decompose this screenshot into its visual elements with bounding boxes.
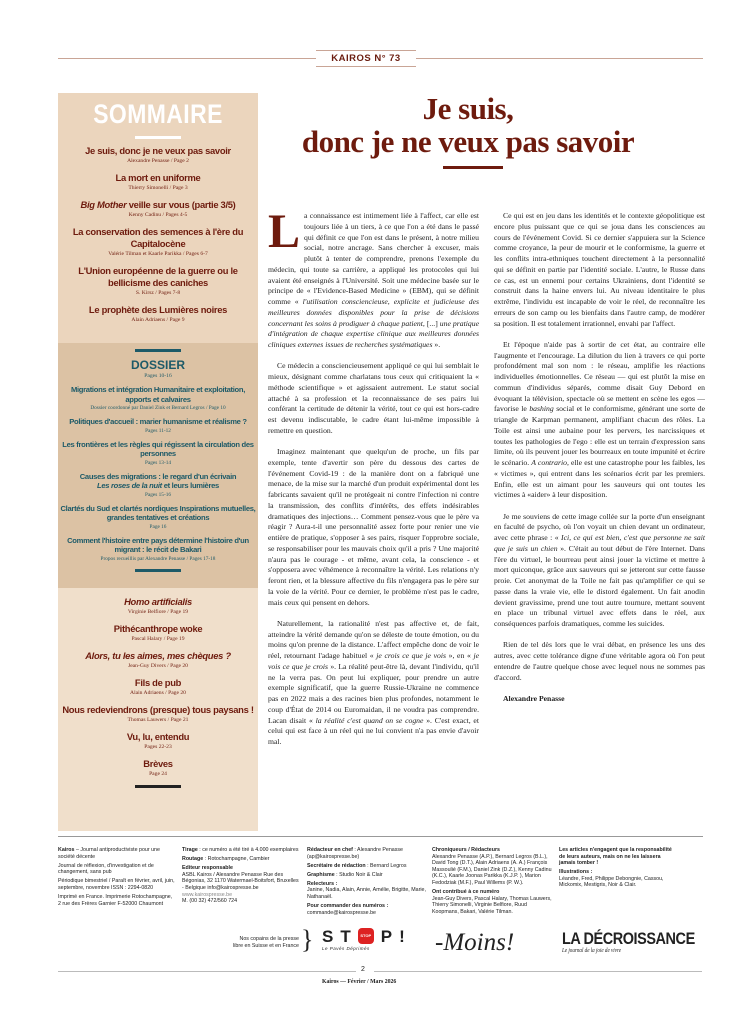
title-text: Nous redeviendrons (presque) tous paysans ! [62, 704, 254, 715]
text-run: Imaginez maintenant que quelqu'un de proche, un fils par exemple, tente d'avertir son père du dessous des cartes de l'événement Covid-19 : de la manière dont on a fabriqué une menace, de la mise sur la marché d'un produit expérimental dont les fabricants savaient qu'il ne protégeait ni contre l'infection ni contre la transmission, des conflits d'intérêts, des effets indésirables dramatiques des injections… Comment pensez-vous que le père va réagir ? Aura-t-il une personnalité assez forte pour renier une vie entière de pratique, s'opposer à ses pairs, risquer l'opprobre sociale, se responsabiliser pour les mauvais choix qu'il a pris ? Une majorité n'aura pas le courage - et même, avant cela, la conscience - et s'opposera avec véhémence à reconnaître la vérité. Les relations n'y feront rien, et la blessure affective du fils n'engagera pas le père sur la voie de la vérité. Pour ce dernier, le problème n'est pas le cadre, mais ceux qui pensent en dehors. [268, 447, 479, 607]
label: Tirage [182, 847, 198, 853]
drop-cap: L [268, 205, 301, 258]
value: Jean-Guy Divers, Pascal Halary, Thomas Lauwers, Thierry Simonelli, Virginie Belfiore, Ruud Koopmans, Bakari, Valérie Tilman. [432, 895, 552, 915]
paragraph [494, 211, 705, 329]
sommaire-entry[interactable] [58, 417, 258, 435]
issue-header [58, 50, 703, 66]
entry-byline: Alain Adriaens / Page 20 [130, 690, 186, 696]
entry-title [58, 265, 258, 289]
printer: Imprimé en France. Imprimerie Rotochampagne, 2 rue des Frères Garnier F-52000 Chaumont [58, 894, 173, 907]
sommaire-title: SOMMAIRE [93, 99, 223, 129]
entry-byline: Jean-Guy Divers / Page 20 [128, 663, 188, 669]
sommaire-entry[interactable] [58, 704, 258, 724]
divider [135, 569, 181, 572]
text-run: social et le conformisme, générant une sorte de triangle de Karpman permanent, amplifiant chacun des rôles. La Toile est ainsi une aubaine pour les pervers, les narcissiques et toutes les pathologies de l'ego : elle est un terrain d'expression sans limite, où ils peuvent jouer les bourreaux en toute impunité et écrire le scénario. [494, 404, 705, 467]
entry-byline: Pascal Halary / Page 19 [131, 636, 185, 642]
entry-byline: Pages 15-16 [144, 491, 172, 498]
paragraph [494, 512, 705, 630]
text-run: A contrario, [531, 458, 569, 467]
entry-title [58, 440, 258, 459]
sommaire-entry[interactable] [58, 536, 258, 563]
tagline: – Journal antiproductiviste pour une société décente [58, 847, 160, 860]
title-italic: Alors, tu les aimes, mes chèques ? [85, 650, 231, 661]
website-link[interactable]: www.kairospresse.be [182, 891, 233, 898]
sommaire-entry[interactable] [58, 304, 258, 324]
label: Rédacteur en chef [307, 847, 353, 853]
text-run: je crois ce que je vois [376, 651, 446, 660]
stop-sign-icon: STOP [358, 928, 374, 944]
paragraph [268, 447, 479, 608]
text-run: [...] [424, 318, 440, 328]
text-run: ». C'était au tout début de l'ère Internet. Dans l'ère du virtuel, le bourreau peut ainsi jouer la victime et mettre à mort quiconque, grâce aux sauveurs qui se jetteront sur cette fausse proie. Cet anonymat de la Toile ne fait pas qu'amplifier ce qui se passe dans la vraie vie, elle le distord également. Un fait anodin devient gravissime, prend une tout autre tournure, mettant souvent en place un tribunal virtuel avec effets dans le réel, aux conséquences parfois dramatiques, comme les suicides. [494, 543, 705, 628]
title-italic: Big Mother [80, 199, 127, 210]
entry-byline: Alexandre Penasse / Page 2 [127, 158, 189, 164]
entry-title [58, 677, 258, 689]
brace-icon: } [301, 925, 314, 954]
label: Ont contribué à ce numéro [432, 889, 500, 896]
entry-title [58, 596, 258, 608]
sommaire-entry[interactable] [58, 145, 258, 165]
order-email-link[interactable]: commande@kairospresse.be [307, 909, 376, 916]
paragraph [268, 619, 479, 748]
title-text: L'Union européenne de la guerre ou le bellicisme des caniches [78, 265, 238, 288]
title-text: Pithécanthrope woke [113, 623, 203, 634]
entry-byline: S. Kirsz / Pages 7-8 [135, 290, 181, 296]
stop-logo[interactable] [322, 928, 412, 952]
logo-text: ST [322, 927, 358, 946]
footer-col-editorial [307, 847, 427, 919]
entry-byline: Valérie Tilman et Kaarle Parikka / Pages 6-7 [108, 251, 208, 257]
title-text: Politiques d'accueil : marier humanisme et réalisme ? [69, 417, 247, 426]
title-underline [443, 166, 503, 169]
sommaire-panel [58, 93, 258, 831]
entry-byline: Alain Adriaens / Page 9 [131, 317, 185, 323]
article-column-1 [268, 205, 479, 758]
issue-label: KAIROS N° 73 [316, 50, 416, 67]
label: Editeur responsable [182, 865, 233, 872]
title-text: Brèves [143, 758, 173, 769]
value: : Rotochampagne, Cambier [203, 856, 270, 863]
sommaire-entry[interactable] [58, 504, 258, 531]
issue-date: Kairos — Février / Mars 2026 [322, 979, 397, 985]
paragraph [494, 640, 705, 683]
text-run: Naturellement, la rationalité n'est pas affective et, de fait, atteindre la vérité demande qu'on se déleste de toute émotion, ou du moins qu'on prenne de la distance. L'affect empêche donc de voir le réel, retournant l'adage habituel « [268, 618, 479, 660]
entry-byline: Pages 22-23 [144, 744, 172, 750]
title-italic: Les roses de la nuit [97, 481, 162, 490]
entry-title [58, 145, 258, 157]
entry-byline: Dossier coordonné par Daniel Zink et Bernard Legros / Page 10 [90, 405, 226, 411]
title-text: Migrations et intégration Humanitaire et exploitation, apports et calvaires [70, 385, 246, 404]
entry-byline: Thierry Simonelli / Page 3 [128, 185, 188, 191]
page-rule [374, 971, 702, 972]
text-run: elle est une catastrophe pour les faibles, les « victimes », qui entrent dans les scénarios écrit par les premiers. Enfin, elle est un aimant pour les sauveurs qui ont toutes les victimes à «aider» à leur disposition. [494, 458, 705, 500]
decroissance-logo[interactable] [562, 930, 695, 955]
entry-title [58, 731, 258, 743]
entry-title [58, 472, 258, 491]
page-number: 2 [361, 966, 365, 973]
phone: M. (00 32) 472/560 724 [182, 898, 238, 905]
text-run: une pratique d'intégration de chaque expertise clinique aux meilleures données cliniques externes issues de recherches systématiques [268, 318, 479, 349]
value: Léandre, Fred, Philippe Debongnie, Cassou, Mickomix, Mestigris, Noir & Clair. [559, 875, 664, 889]
label: Relecteurs : [307, 880, 338, 887]
value: Alexandre Penasse (A.P.), Bernard Legros (B.L.), David Tong (D.T.), Alain Adriaens (A. A.) François Massoulié (F.M.), Daniel Zink (D.Z.), Kenny Cadinu (K.C.), Kaarle Joonas Parikka (K.J.P. ), Marion Fedodziak (M.F.), Paul Willems (P. W.). [432, 853, 552, 886]
article-column-2 [494, 211, 705, 715]
sommaire-entry[interactable] [58, 199, 258, 219]
sommaire-entry[interactable] [58, 226, 258, 258]
title-text: Les frontières et les règles qui régissent la circulation des personnes [62, 439, 254, 458]
label: Routage [182, 856, 204, 863]
text-run: bashing [529, 404, 554, 414]
sommaire-entry[interactable] [58, 758, 258, 778]
entry-title [58, 417, 258, 427]
entry-byline: Page 24 [149, 771, 167, 777]
sommaire-entry[interactable] [58, 731, 258, 751]
entry-byline: Page 16 [149, 523, 167, 530]
sommaire-entry[interactable] [58, 440, 258, 467]
text-run: a connaissance est intimement liée à l'affect, car elle est toujours liée à un tiers, à ce que l'on a été dans le passé qui définit ce que l'on est dans le présent, à notre milieu social, notre ancrage. Sans chercher à excuser, mais plutôt à tenter de comprendre, prenons l'exemple du médecin, qui toute sa carrière, a appliqué les protocoles qui lui avaient été enseignés à l'Université. Soit une médecine basée sur le principe de « l'Evidence-Based Medicine » (EBM), qui se définit comme « [268, 211, 479, 306]
moins-logo[interactable]: -Moins! [435, 929, 515, 956]
title-text: La conservation des semences à l'ère du Capitalocène [72, 226, 244, 249]
footer-col-disclaimer [559, 847, 677, 892]
description: Journal de réflexion, d'investigation et de changement, sans pub [58, 862, 154, 876]
periodicity: Périodique bimestriel / Paraît en février, avril, juin, septembre, novembre ISSN : 2294-0820 [58, 878, 175, 891]
title-text: Fils de pub [134, 677, 182, 688]
entry-title [58, 172, 258, 184]
disclaimer: Les articles n'engagent que la responsabilité de leurs auteurs, mais on ne les laissera jamais tomber ! [559, 847, 672, 867]
title-text: Le prophète des Lumières noires [88, 304, 228, 315]
title-text: Comment l'histoire entre pays détermine l'histoire d'un migrant : le récit de Bakari [67, 535, 249, 554]
text-run: Je me souviens de cette image collée sur la porte d'un enseignant en faculté de psycho, où l'on voyait un chien devant un ordinateur, avec cette phrase : « [494, 511, 705, 542]
journal-name: Kairos [58, 847, 75, 853]
divider [135, 349, 181, 352]
text-run: », en « [446, 651, 474, 660]
title-line: Je suis, [422, 91, 514, 126]
text-run: l'utilisation consciencieuse, explicite et judicieuse des meilleures données disponibles pour la prise de décisions concernant les soins à prodiguer à chaque patient, [268, 297, 479, 328]
entry-title [58, 226, 258, 250]
text-run: ». C'est exact, et celui qui est face à un réel qui ne lui convient n'a pas envie d'avoir mal. [268, 715, 479, 746]
title-text: La mort en uniforme [115, 172, 201, 183]
divider [135, 136, 181, 139]
sommaire-entry[interactable] [58, 677, 258, 697]
text-run: Ce qui est en jeu dans les identités et le contexte géopolitique est encore plus puissant que ce qui se joua dans les consciences au cours de l'événement Covid. Si ce dernier s'appuiera sur la Science comme croyance, la peur de mourir et le conformisme, la guerre et les conflits intra-ethniques touchent directement à la personnalité qui se définit en partie par l'identité sociale. L'autre, le Russe dans ce cas, est un ennemi pour certains Ukrainiens, dont l'identité se construit dans la haine envers lui. Au niveau identitaire le plus extrême, l'individu est incapable de voir le réel, de reconnaître les erreurs de son camp ou les bienfaits dans l'autre camp, de modérer sa position. Il est totalement irrationnel, envahi par l'affect. [494, 211, 705, 328]
entry-title [58, 385, 258, 404]
title-text: et leurs lumières [161, 481, 219, 490]
dossier-pages: Pages 10-16 [144, 373, 172, 379]
title-text: Causes des migrations : le regard d'un écrivain [79, 471, 237, 481]
entry-title [58, 304, 258, 316]
footer-rule [58, 836, 703, 837]
entry-title [58, 758, 258, 770]
page-rule [58, 971, 356, 972]
value: : Bernard Legros [365, 862, 407, 869]
text-run: Et l'époque n'aide pas à sortir de cet état, au contraire elle l'augmente et l'encourage. La dilution du lien à travers ce qui porte profondément mal son nom : le réseau, amplifie les réactions individuelles émotionnelles. Ce réseau — qui est plutôt la mise en commun d'individus séparés, comme disait Guy Debord en évoquant la télévision, spectacle où se mettent en scène les egos — favorise le [494, 339, 705, 414]
sommaire-entry[interactable] [58, 385, 258, 412]
paragraph [268, 205, 479, 351]
label: Graphisme [307, 871, 335, 878]
text-run: ». La réalité peut-être là, devant l'individu, qu'il ne la verra pas. On peut lui expliquer, pour prendre un autre exemple significatif, que la guerre Russie-Ukraine ne commence pas en 2022 mais a des racines bien plus profondes, notamment le coup d'État de 2014 ou Euromaidan, il ne voudra pas comprendre. Lacan disait « [268, 661, 479, 725]
text-run: la réalité c'est quand on se cogne [315, 715, 424, 725]
logo-subtitle: Le journal de la joie de vivre [562, 948, 622, 954]
sommaire-entry[interactable] [58, 265, 258, 297]
entry-byline: Pages 11-12 [145, 427, 171, 434]
entry-byline: Propos recueillis par Alexandre Penasse / Pages 17-18 [100, 555, 216, 562]
title-text: Clartés du Sud et clartés nordiques Inspirations mutuelles, grandes tentatives et créations [60, 503, 256, 522]
entry-byline: Kenny Cadinu / Pages 4-5 [128, 212, 188, 218]
sommaire-entry[interactable] [58, 596, 258, 616]
label: Chroniqueurs / Rédacteurs [432, 847, 500, 853]
title-text: Je suis, donc je ne veux pas savoir [85, 145, 231, 156]
entry-title [58, 650, 258, 662]
dossier-section [58, 343, 258, 588]
title-text: veille sur vous (partie 3/5) [126, 199, 236, 210]
entry-byline: Thomas Lauwers / Page 21 [127, 717, 189, 723]
sommaire-entry[interactable] [58, 472, 258, 499]
sommaire-entry[interactable] [58, 172, 258, 192]
title-text: Vu, lu, entendu [126, 731, 190, 742]
label: Pour commander des numéros : [307, 903, 389, 910]
title-italic: Homo artificialis [124, 596, 192, 607]
value: : Alexandre Penasse (ap@kairospresse.be) [307, 847, 403, 860]
value: : Studio Noir & Clair [334, 871, 383, 878]
title-line: donc je ne veux pas savoir [301, 124, 635, 159]
entry-byline: Virginie Belfiore / Page 19 [127, 609, 189, 615]
label: Secrétaire de rédaction [307, 862, 366, 869]
entry-title [58, 623, 258, 635]
value: : ce numéro a été tiré à 4.000 exemplaires [197, 847, 299, 853]
value: ASBL Kairos / Alexandre Penasse Rue des Bégonias, 32 1170 Watermael-Boitsfort, Bruxelles - Belgique info@kairospresse.be [182, 871, 299, 891]
text-run: je vois ce que je crois [268, 651, 479, 671]
entry-byline: Pages 13-14 [144, 459, 172, 466]
text-run: Ce médecin a consciencieusement appliqué ce qui lui semblait le mieux, désignant comme charlatans tous ceux qui critiquaient la « méthode scientifique » et agissaient autrement. Le statut social attaché à sa profession et la reconnaissance de ses pairs lui conférant la certitude de détenir la vérité, tout ce qui est hors-cadre est devenu indiscutable, le cadre étant lui-même impossible à remettre en question. [268, 361, 479, 435]
text-run: Ici, ce qui est bien, c'est que personne ne sait que je suis un chien [494, 533, 705, 553]
footer-col-journal [58, 847, 176, 910]
logo-text: P! [380, 927, 412, 946]
entry-title [58, 199, 258, 211]
signature: Alexandre Penasse [503, 693, 565, 703]
text-run: Rien de tel dès lors que le vrai débat, en présence les uns des autres, avec cette tolérance digne d'une véritable agora où l'on peut entendre de l'autre quelque chose avec lequel nous ne sommes pas d'accord. [494, 640, 705, 682]
label: Illustrations : [559, 869, 593, 876]
sommaire-entry[interactable] [58, 623, 258, 643]
entry-title [58, 504, 258, 523]
entry-title [58, 704, 258, 716]
sommaire-entry[interactable] [58, 650, 258, 670]
paragraph [494, 340, 705, 501]
entry-title [58, 536, 258, 555]
logo-text: LA DÉCROISSANCE [562, 929, 695, 948]
dossier-title: DOSSIER [130, 358, 185, 372]
value: Janine, Nadia, Alain, Annie, Amélie, Brigitte, Marie, Nathanaël. [307, 887, 426, 901]
divider [135, 785, 181, 788]
footer-col-contributors [432, 847, 554, 918]
text-run: ». [432, 340, 441, 349]
partners-label: Nos copains de la presse libre en Suisse et en France [233, 936, 299, 949]
footer-col-publisher [182, 847, 300, 907]
logo-subtitle: Le Pavés Déprimés [322, 946, 370, 951]
paragraph [268, 361, 479, 436]
article-title [262, 92, 674, 158]
